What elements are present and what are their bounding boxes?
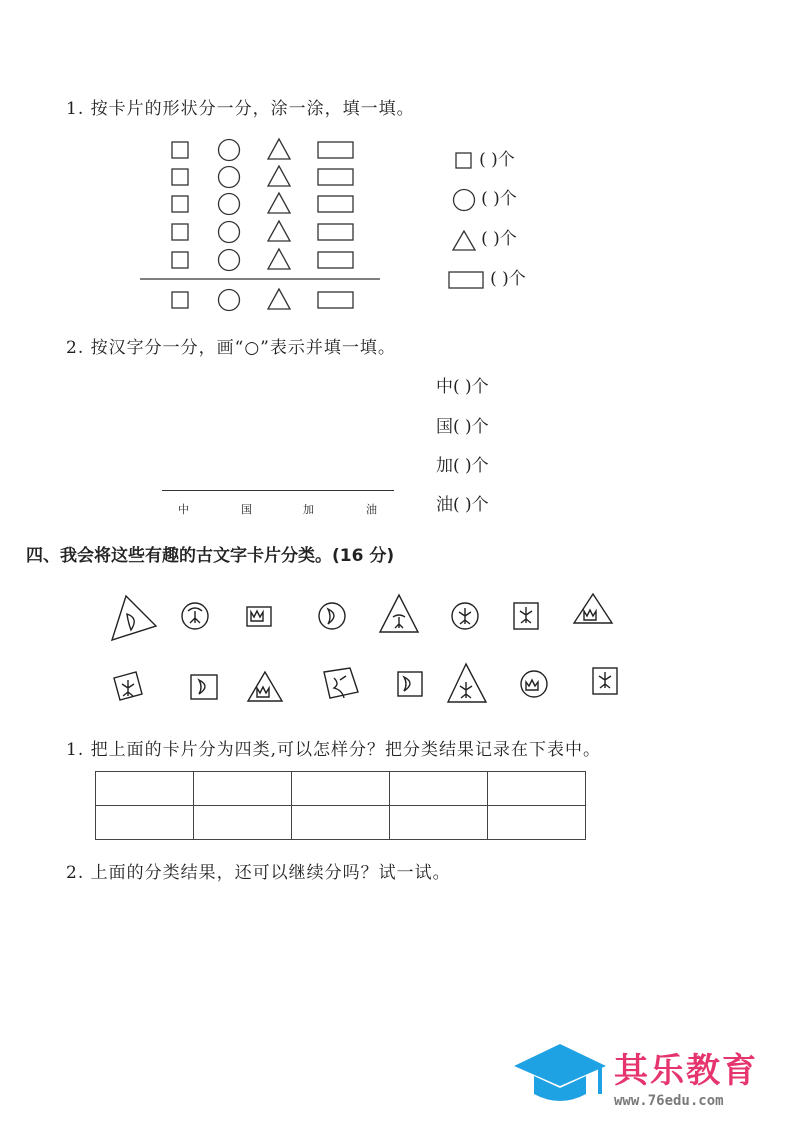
triangle-icon [452,229,476,251]
card-moon-circle [319,603,345,629]
card-tree-diamond [114,672,142,700]
shape-row-2 [172,166,353,188]
section4-q2: 2. 上面的分类结果，还可以继续分吗？试一试。 [66,863,451,883]
table-cell[interactable] [96,772,194,806]
triangle-count-blank[interactable]: ( )个 [481,229,517,249]
section4-heading: 四、我会将这些有趣的古文字卡片分类。(16 分) [26,546,395,566]
axis-label-jia: 加 [303,503,314,516]
guo-count-blank[interactable]: ( )个 [453,417,489,437]
axis-label-you: 油 [366,503,377,516]
table-cell[interactable] [390,806,488,840]
zhong-count-blank[interactable]: ( )个 [453,377,489,397]
square-icon [454,151,474,171]
brand-url: www.76edu.com [614,1093,724,1109]
shape-row-4 [172,221,353,243]
shape-row-3 [172,193,353,215]
table-cell[interactable] [292,806,390,840]
card-moon-triangle [112,596,156,640]
card-man-circle [182,603,208,629]
card-mountain-triangle [574,594,612,623]
q1-prompt: 1. 按卡片的形状分一分，涂一涂，填一填。 [66,99,415,119]
card-tree-square [514,603,538,629]
axis-label-guo: 国 [241,503,252,516]
table-row [96,806,586,840]
shape-row-5 [172,249,353,271]
q2-prompt: 2. 按汉字分一分，画“○”表示并填一填。 [66,338,396,358]
circle-icon [452,188,476,212]
brand-name: 其乐教育 [614,1051,758,1091]
rectangle-icon [447,270,485,290]
card-moon-square-2 [398,672,422,696]
char-axis-line [162,490,394,491]
card-moon-square [191,675,217,699]
answer-zhong: 中( )个 [436,377,489,397]
answer-circle [452,184,517,212]
shape-axis-labels [172,289,353,311]
card-tree-triangle [448,664,486,702]
table-cell[interactable] [96,806,194,840]
shape-row-1 [172,139,353,161]
card-tree-square-2 [593,668,617,694]
axis-label-zhong: 中 [178,503,189,516]
answer-jia: 加( )个 [436,456,489,476]
table-cell[interactable] [488,772,586,806]
graduation-cap-icon [510,1040,610,1106]
classification-table [95,771,586,840]
square-count-blank[interactable]: ( )个 [479,150,515,170]
jia-count-blank[interactable]: ( )个 [453,456,489,476]
table-cell[interactable] [292,772,390,806]
answer-you: 油( )个 [436,495,489,515]
card-man-triangle [380,595,418,632]
card-mountain-circle [521,671,547,697]
card-tree-circle [452,603,478,629]
shape-cards-grid [140,132,390,318]
circle-count-blank[interactable]: ( )个 [481,189,517,209]
table-cell[interactable] [488,806,586,840]
table-cell[interactable] [390,772,488,806]
rectangle-count-blank[interactable]: ( )个 [490,269,526,289]
table-row [96,772,586,806]
ancient-cards [100,590,640,720]
section4-q1: 1. 把上面的卡片分为四类,可以怎样分？把分类结果记录在下表中。 [66,740,602,760]
answer-guo: 国( )个 [436,417,489,437]
table-cell[interactable] [194,806,292,840]
answer-square [454,145,515,171]
card-mountain-triangle-2 [248,672,282,701]
table-cell[interactable] [194,772,292,806]
answer-rectangle [447,264,526,290]
card-man-diamond [324,668,358,698]
answer-triangle [452,224,517,251]
card-mountain-square [247,607,271,626]
you-count-blank[interactable]: ( )个 [453,495,489,515]
